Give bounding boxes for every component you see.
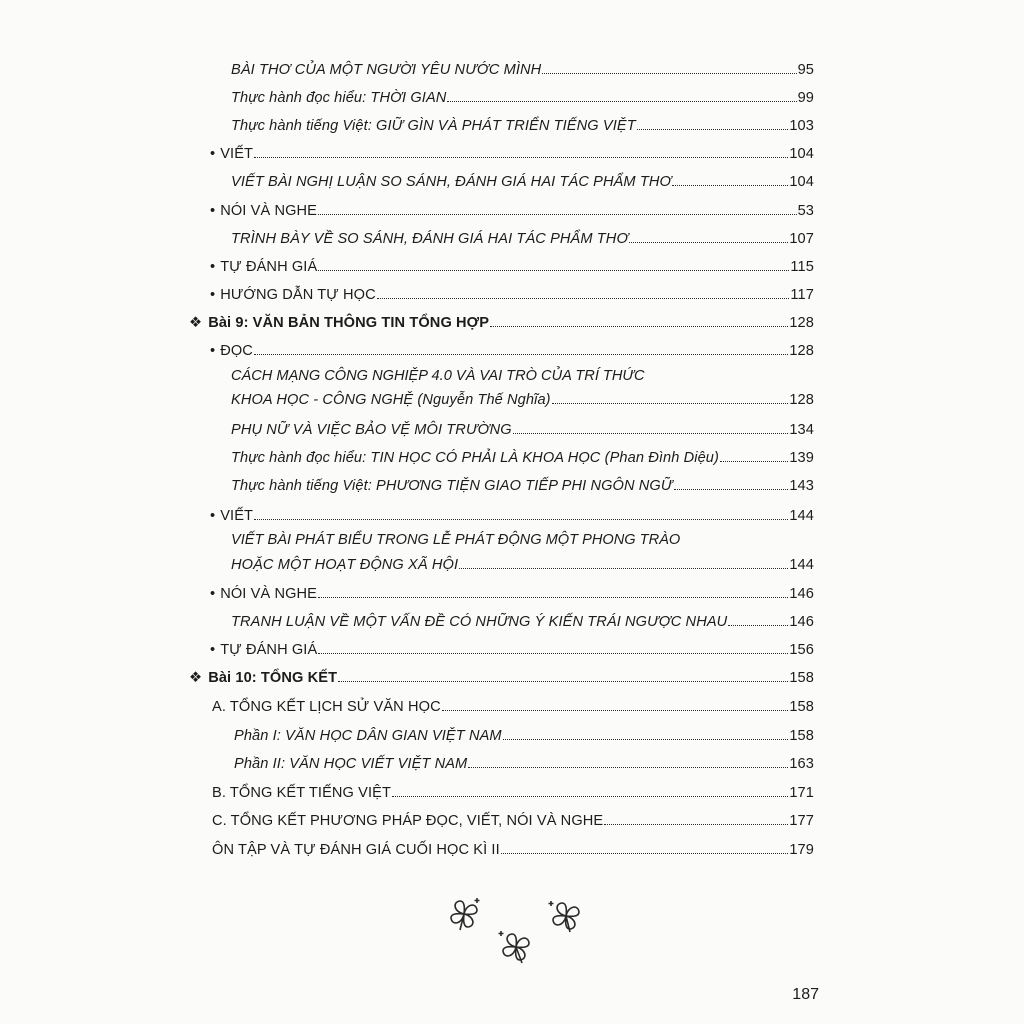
dot-leader	[318, 214, 797, 215]
toc-entry-page: 143	[789, 478, 814, 494]
bullet-icon: •	[210, 508, 216, 524]
four-leaf-clover-icon	[444, 894, 484, 934]
toc-entry-first-line: CÁCH MẠNG CÔNG NGHIỆP 4.0 VÀ VAI TRÒ CỦA TRÍ THỨC	[231, 368, 645, 384]
toc-entry-page: 103	[789, 118, 814, 134]
dot-leader	[318, 270, 789, 271]
toc-entry-label: VIẾT BÀI NGHỊ LUẬN SO SÁNH, ĐÁNH GIÁ HAI TÁC PHẨM THƠ	[231, 174, 672, 190]
dot-leader	[637, 129, 789, 130]
bullet-icon: •	[210, 586, 216, 602]
toc-entry	[231, 225, 814, 247]
toc-entry-page: 146	[789, 614, 814, 630]
bullet-icon: •	[210, 642, 216, 658]
dot-leader	[542, 73, 796, 74]
toc-entry-label: Phần I: VĂN HỌC DÂN GIAN VIỆT NAM	[234, 728, 502, 744]
toc-entry-label: A. TỔNG KẾT LỊCH SỬ VĂN HỌC	[212, 699, 441, 715]
toc-entry-page: 146	[789, 586, 814, 602]
dot-leader	[318, 653, 788, 654]
toc-entry-page: 177	[789, 813, 814, 829]
diamond-bullet-icon: ❖	[189, 670, 203, 686]
toc-entry-page: 117	[790, 287, 814, 303]
toc-entry-page: 163	[789, 756, 814, 772]
toc-entry-label: TRÌNH BÀY VỀ SO SÁNH, ĐÁNH GIÁ HAI TÁC PHẨM THƠ	[231, 231, 629, 247]
dot-leader	[377, 298, 790, 299]
toc-entry-label: Thực hành tiếng Việt: GIỮ GÌN VÀ PHÁT TRIỂN TIẾNG VIỆT	[231, 118, 636, 134]
toc-entry-page: 128	[789, 315, 814, 331]
toc-section	[210, 253, 814, 275]
dot-leader	[254, 519, 788, 520]
toc-entry-page: 158	[789, 699, 814, 715]
toc-lesson-label: Bài 10: TỔNG KẾT	[208, 670, 338, 686]
toc-entry-page: 179	[789, 842, 814, 858]
toc-entry-first-line: VIẾT BÀI PHÁT BIỂU TRONG LỄ PHÁT ĐỘNG MỘT PHONG TRÀO	[231, 532, 681, 548]
toc-lesson	[189, 309, 814, 331]
toc-section	[210, 636, 814, 658]
dot-leader	[672, 185, 788, 186]
toc-section	[210, 337, 814, 359]
dot-leader	[490, 326, 788, 327]
toc-entry-page: 53	[797, 203, 814, 219]
toc-subpart	[234, 750, 814, 772]
toc-entry-label: NÓI VÀ NGHE	[220, 586, 318, 602]
dot-leader	[728, 625, 788, 626]
dot-leader	[604, 824, 788, 825]
toc-entry-label: Thực hành tiếng Việt: PHƯƠNG TIỆN GIAO TIẾP PHI NGÔN NGỮ	[231, 478, 673, 494]
toc-section	[210, 140, 814, 162]
toc-entry-page: 115	[790, 259, 814, 275]
toc-entry-label: VIẾT	[220, 508, 254, 524]
toc-section	[210, 580, 814, 602]
toc-entry-label: Thực hành đọc hiểu: THỜI GIAN	[231, 90, 447, 106]
toc-entry-label: B. TỔNG KẾT TIẾNG VIỆT	[212, 785, 391, 801]
toc-entry-label: C. TỔNG KẾT PHƯƠNG PHÁP ĐỌC, VIẾT, NÓI VÀ NGHE	[212, 813, 604, 829]
toc-entry-label: KHOA HỌC - CÔNG NGHỆ (Nguyễn Thế Nghĩa)	[231, 392, 551, 408]
dot-leader	[459, 568, 788, 569]
toc-entry-label: TỰ ĐÁNH GIÁ	[220, 642, 318, 658]
page-number: 187	[792, 986, 819, 1003]
toc-part	[212, 693, 814, 715]
toc-entry-label: TRANH LUẬN VỀ MỘT VẤN ĐỀ CÓ NHỮNG Ý KIẾN TRÁI NGƯỢC NHAU	[231, 614, 728, 630]
dot-leader	[447, 101, 796, 102]
toc-entry-page: 104	[789, 174, 814, 190]
bullet-icon: •	[210, 259, 216, 275]
toc-part	[212, 779, 814, 801]
four-leaf-clover-icon	[546, 896, 586, 936]
toc-lesson	[189, 664, 814, 686]
toc-lesson-label: Bài 9: VĂN BẢN THÔNG TIN TỔNG HỢP	[208, 315, 490, 331]
toc-entry	[231, 444, 814, 466]
toc-entry-page: 128	[789, 343, 814, 359]
toc-entry-label: PHỤ NỮ VÀ VIỆC BẢO VỆ MÔI TRƯỜNG	[231, 422, 512, 438]
diamond-bullet-icon: ❖	[189, 315, 203, 331]
dot-leader	[338, 681, 788, 682]
toc-entry-page: 128	[789, 392, 814, 408]
toc-entry-label: ÔN TẬP VÀ TỰ ĐÁNH GIÁ CUỐI HỌC KÌ II	[212, 842, 500, 858]
toc-entry-label: VIẾT	[220, 146, 254, 162]
toc-section	[210, 502, 814, 524]
toc-entry-label: Thực hành đọc hiểu: TIN HỌC CÓ PHẢI LÀ KHOA HỌC (Phan Đình Diệu)	[231, 450, 719, 466]
toc-entry-label: ĐỌC	[220, 343, 253, 359]
dot-leader	[468, 767, 788, 768]
toc-entry-page: 144	[789, 508, 814, 524]
toc-entry	[231, 56, 814, 78]
dot-leader	[552, 403, 789, 404]
dot-leader	[442, 710, 789, 711]
toc-entry-page: 107	[789, 231, 814, 247]
toc-entry	[231, 472, 814, 494]
toc-entry	[231, 551, 814, 573]
four-leaf-clover-icon	[496, 927, 536, 967]
bullet-icon: •	[210, 203, 216, 219]
bullet-icon: •	[210, 146, 216, 162]
toc-entry-label: TỰ ĐÁNH GIÁ	[220, 259, 318, 275]
dot-leader	[318, 597, 788, 598]
toc-entry	[231, 112, 814, 134]
toc-entry-label: NÓI VÀ NGHE	[220, 203, 318, 219]
toc-entry-page: 139	[789, 450, 814, 466]
dot-leader	[392, 796, 788, 797]
toc-part	[212, 836, 814, 858]
toc-part	[212, 807, 814, 829]
toc-entry-label: BÀI THƠ CỦA MỘT NGƯỜI YÊU NƯỚC MÌNH	[231, 62, 542, 78]
toc-entry-page: 99	[797, 90, 814, 106]
dot-leader	[629, 242, 788, 243]
toc-entry-page: 104	[789, 146, 814, 162]
dot-leader	[503, 739, 789, 740]
toc-section	[210, 281, 814, 303]
toc-entry-page: 156	[789, 642, 814, 658]
toc-entry-page: 95	[797, 62, 814, 78]
toc-section	[210, 197, 814, 219]
toc-entry-page: 158	[789, 728, 814, 744]
bullet-icon: •	[210, 287, 216, 303]
bullet-icon: •	[210, 343, 216, 359]
toc-entry	[231, 416, 814, 438]
toc-entry	[231, 84, 814, 106]
toc-entry	[231, 386, 814, 408]
toc-entry-page: 134	[789, 422, 814, 438]
toc-entry	[231, 608, 814, 630]
toc-subpart	[234, 722, 814, 744]
dot-leader	[254, 157, 788, 158]
dot-leader	[674, 489, 789, 490]
dot-leader	[254, 354, 788, 355]
toc-entry-label: HOẶC MỘT HOẠT ĐỘNG XÃ HỘI	[231, 557, 459, 573]
toc-entry-page: 158	[789, 670, 814, 686]
dot-leader	[501, 853, 789, 854]
toc-entry-label: Phần II: VĂN HỌC VIẾT VIỆT NAM	[234, 756, 468, 772]
toc-entry-page: 171	[789, 785, 814, 801]
toc-entry-page: 144	[789, 557, 814, 573]
dot-leader	[513, 433, 789, 434]
toc-entry-label: HƯỚNG DẪN TỰ HỌC	[220, 287, 376, 303]
toc-entry	[231, 168, 814, 190]
dot-leader	[720, 461, 788, 462]
